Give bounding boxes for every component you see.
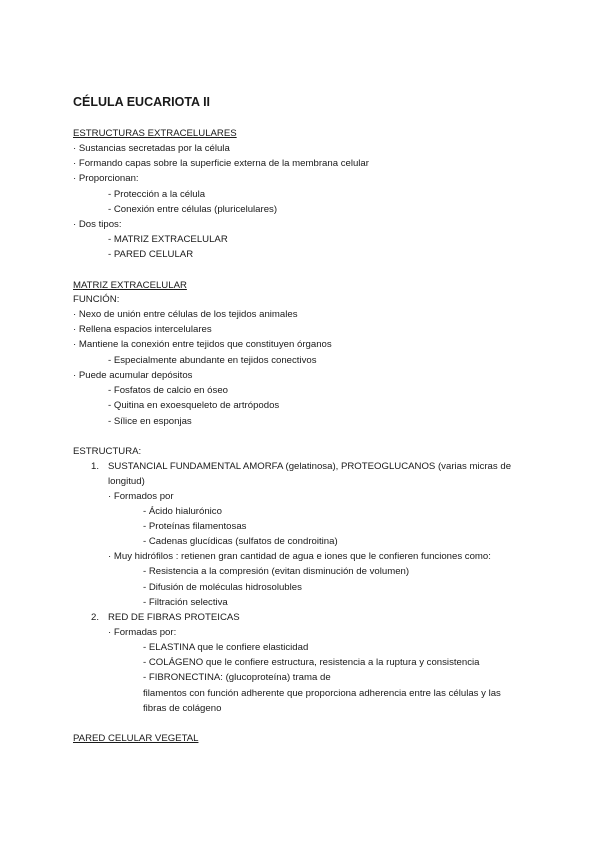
- section-heading-matriz: MATRIZ EXTRACELULAR: [73, 280, 187, 291]
- list-subitem: - Fosfatos de calcio en óseo: [108, 385, 228, 396]
- funcion-label: FUNCIÓN:: [73, 294, 120, 305]
- list-item: · Puede acumular depósitos: [73, 370, 193, 381]
- list-item: · Mantiene la conexión entre tejidos que constituyen órganos: [73, 339, 332, 350]
- list-subitem: - Especialmente abundante en tejidos conectivos: [108, 355, 317, 366]
- list-item: · Rellena espacios intercelulares: [73, 324, 212, 335]
- list-item: · Sustancias secretadas por la célula: [73, 143, 230, 154]
- list-subitem: - Difusión de moléculas hidrosolubles: [143, 582, 302, 593]
- list-item: · Muy hidrófilos : retienen gran cantidad de agua e iones que le confieren funciones como:: [108, 551, 491, 562]
- numbered-item-marker: 1.: [91, 461, 100, 472]
- list-item: · Nexo de unión entre células de los tejidos animales: [73, 309, 298, 320]
- numbered-item-marker: 2.: [91, 612, 100, 623]
- list-item: · Dos tipos:: [73, 219, 122, 230]
- list-subitem: - MATRIZ EXTRACELULAR: [108, 234, 228, 245]
- list-subitem: - FIBRONECTINA: (glucoproteína) trama de: [143, 672, 331, 683]
- list-subitem: - Conexión entre células (pluricelulares): [108, 204, 278, 215]
- list-subitem: - ELASTINA que le confiere elasticidad: [143, 642, 309, 653]
- list-subitem-continuation: fibras de colágeno: [143, 703, 222, 714]
- section-heading-estructura: ESTRUCTURA:: [73, 446, 142, 457]
- list-subitem: - Resistencia a la compresión (evitan disminución de volumen): [143, 566, 410, 577]
- list-item: · Formados por: [108, 491, 174, 502]
- list-subitem: - COLÁGENO que le confiere estructura, resistencia a la ruptura y consistencia: [143, 657, 480, 668]
- section-heading-pared: PARED CELULAR VEGETAL: [73, 733, 199, 744]
- numbered-item-text: SUSTANCIAL FUNDAMENTAL AMORFA (gelatinosa), PROTEOGLUCANOS (varias micras de: [108, 461, 512, 472]
- list-subitem: - Sílice en esponjas: [108, 416, 192, 427]
- list-item: · Proporcionan:: [73, 173, 139, 184]
- page-title: CÉLULA EUCARIOTA II: [73, 95, 211, 109]
- list-subitem: - Proteínas filamentosas: [143, 521, 247, 532]
- list-subitem: - Quitina en exoesqueleto de artrópodos: [108, 400, 280, 411]
- list-item: · Formadas por:: [108, 627, 177, 638]
- list-subitem: - Filtración selectiva: [143, 597, 228, 608]
- numbered-item-text: longitud): [108, 476, 145, 487]
- list-subitem: - Ácido hialurónico: [143, 506, 222, 517]
- list-subitem: - PARED CELULAR: [108, 249, 194, 260]
- numbered-item-text: RED DE FIBRAS PROTEICAS: [108, 612, 240, 623]
- section-heading-estructuras: ESTRUCTURAS EXTRACELULARES: [73, 128, 237, 139]
- list-subitem-continuation: filamentos con función adherente que proporciona adherencia entre las células y las: [143, 688, 501, 699]
- list-subitem: - Cadenas glucídicas (sulfatos de condroitina): [143, 536, 338, 547]
- list-item: · Formando capas sobre la superficie externa de la membrana celular: [73, 158, 369, 169]
- list-subitem: - Protección a la célula: [108, 189, 206, 200]
